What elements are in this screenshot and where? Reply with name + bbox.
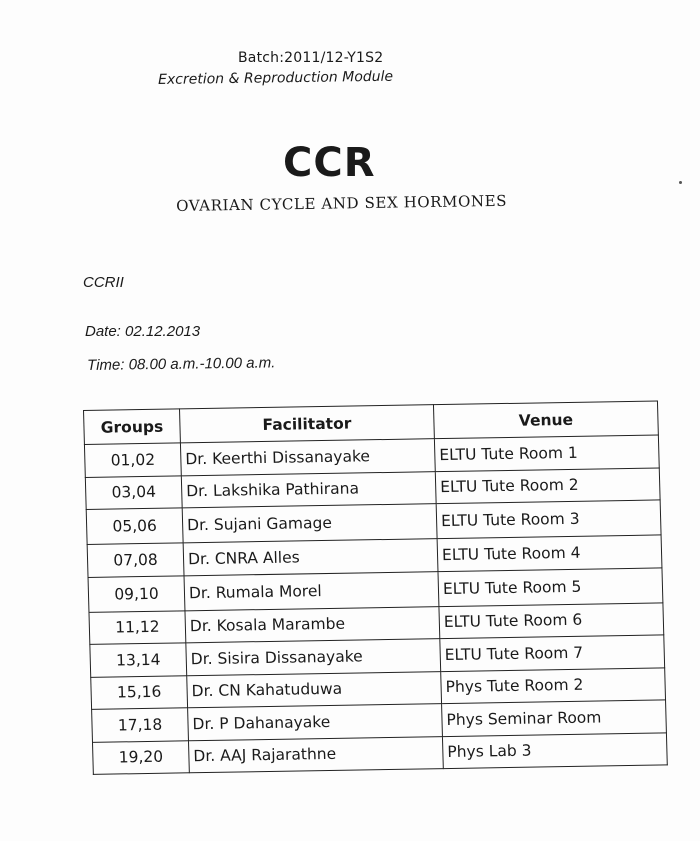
- header-facilitator: Facilitator: [180, 405, 435, 443]
- batch-label: Batch:2011/12-Y1S2: [238, 50, 384, 66]
- groups-cell: 05,06: [86, 508, 183, 545]
- page-subtitle: OVARIAN CYCLE AND SEX HORMONES: [176, 191, 508, 215]
- venue-cell: ELTU Tute Room 3: [436, 500, 661, 539]
- groups-cell: 09,10: [88, 575, 185, 612]
- groups-cell: 13,14: [90, 643, 187, 677]
- schedule-table: [83, 400, 668, 774]
- venue-cell: ELTU Tute Room 6: [439, 602, 664, 638]
- scan-speck: [679, 181, 682, 184]
- groups-cell: 19,20: [92, 740, 189, 774]
- page-title: CCR: [283, 140, 376, 186]
- schedule-table-wrapper: [83, 400, 667, 774]
- header-groups: Groups: [84, 409, 181, 445]
- session-code: CCRII: [83, 274, 124, 291]
- venue-cell: ELTU Tute Room 7: [440, 635, 665, 671]
- facilitator-cell: Dr. CNRA Alles: [183, 539, 438, 576]
- venue-cell: ELTU Tute Room 1: [434, 435, 659, 471]
- session-time: Time: 08.00 a.m.-10.00 a.m.: [87, 354, 276, 374]
- groups-cell: 01,02: [84, 443, 181, 477]
- groups-cell: 03,04: [85, 475, 182, 509]
- facilitator-cell: Dr. Sujani Gamage: [182, 504, 437, 543]
- groups-cell: 15,16: [91, 675, 188, 709]
- venue-cell: Phys Seminar Room: [442, 700, 667, 736]
- facilitator-cell: Dr. Keerthi Dissanayake: [180, 439, 435, 476]
- header-venue: Venue: [433, 401, 658, 439]
- facilitator-cell: Dr. Sisira Dissanayake: [186, 639, 441, 676]
- venue-cell: ELTU Tute Room 4: [437, 535, 662, 571]
- venue-cell: Phys Tute Room 2: [441, 667, 666, 703]
- session-date: Date: 02.12.2013: [85, 323, 201, 340]
- module-name: Excretion & Reproduction Module: [158, 68, 394, 88]
- facilitator-cell: Dr. Kosala Marambe: [185, 606, 440, 643]
- venue-cell: ELTU Tute Room 2: [435, 467, 660, 503]
- venue-cell: Phys Lab 3: [442, 732, 667, 768]
- groups-cell: 11,12: [89, 610, 186, 644]
- venue-cell: ELTU Tute Room 5: [438, 567, 663, 606]
- groups-cell: 17,18: [92, 708, 189, 742]
- facilitator-cell: Dr. AAJ Rajarathne: [188, 736, 443, 773]
- facilitator-cell: Dr. CN Kahatuduwa: [187, 671, 442, 708]
- facilitator-cell: Dr. Lakshika Pathirana: [181, 471, 436, 508]
- groups-cell: 07,08: [87, 543, 184, 577]
- facilitator-cell: Dr. Rumala Morel: [184, 571, 439, 610]
- facilitator-cell: Dr. P Dahanayake: [188, 704, 443, 741]
